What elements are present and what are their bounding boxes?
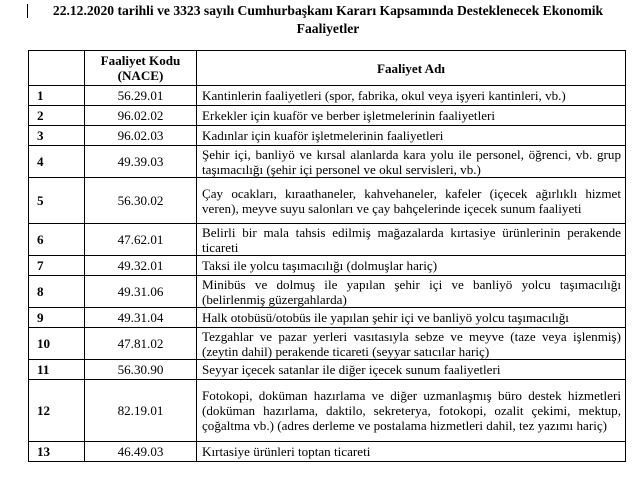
- activity-code: 56.30.02: [85, 178, 197, 224]
- row-number: 11: [29, 360, 85, 380]
- document-title: 22.12.2020 tarihli ve 3323 sayılı Cumhurbaşkanı Kararı Kapsamında Desteklenecek Ekonomik Faaliyetler: [52, 3, 604, 36]
- activity-code: 49.31.04: [85, 308, 197, 328]
- activities-table: [28, 50, 626, 462]
- table-row: [29, 224, 626, 256]
- table-row: [29, 146, 626, 178]
- activity-name: Fotokopi, doküman hazırlama ve diğer uzmanlaşmış büro destek hizmetleri (doküman hazırlama, daktilo, sekreterya, fotokopi, ozalit çekimi, mektup, çoğaltma vb.) (adres derleme ve postalama hizmetleri dahil, tez yazımı hariç): [197, 380, 626, 442]
- table-row: [29, 86, 626, 106]
- header-activity-code: Faaliyet Kodu (NACE): [85, 51, 197, 86]
- activity-code: 56.30.90: [85, 360, 197, 380]
- activity-name: Seyyar içecek satanlar ile diğer içecek sunum faaliyetleri: [197, 360, 626, 380]
- row-number: 5: [29, 178, 85, 224]
- activity-name: Kantinlerin faaliyetleri (spor, fabrika, okul veya işyeri kantinleri, vb.): [197, 86, 626, 106]
- table-row: [29, 360, 626, 380]
- activity-code: 47.62.01: [85, 224, 197, 256]
- row-number: 9: [29, 308, 85, 328]
- activity-name: Taksi ile yolcu taşımacılığı (dolmuşlar hariç): [197, 256, 626, 276]
- table-row: [29, 276, 626, 308]
- table-row: [29, 442, 626, 462]
- activity-code: 49.31.06: [85, 276, 197, 308]
- row-number: 10: [29, 328, 85, 360]
- table-row: [29, 106, 626, 126]
- table-row: [29, 380, 626, 442]
- table-row: [29, 256, 626, 276]
- activity-code: 96.02.02: [85, 106, 197, 126]
- row-number: 1: [29, 86, 85, 106]
- table-row: [29, 328, 626, 360]
- activity-code: 49.39.03: [85, 146, 197, 178]
- activity-name: Erkekler için kuaför ve berber işletmelerinin faaliyetleri: [197, 106, 626, 126]
- activity-name: Halk otobüsü/otobüs ile yapılan şehir içi ve banliyö yolcu taşımacılığı: [197, 308, 626, 328]
- activity-name: Şehir içi, banliyö ve kırsal alanlarda kara yolu ile personel, öğrenci, vb. grup taşımacılığı (şehir içi personel ve okul servisleri, vb.): [197, 146, 626, 178]
- activity-code: 96.02.03: [85, 126, 197, 146]
- header-number: [29, 51, 85, 86]
- table-row: [29, 126, 626, 146]
- activity-name: Çay ocakları, kıraathaneler, kahvehaneler, kafeler (içecek ağırlıklı hizmet veren), meyve suyu salonları ve çay bahçelerinde içecek sunum faaliyeti: [197, 178, 626, 224]
- row-number: 6: [29, 224, 85, 256]
- row-number: 7: [29, 256, 85, 276]
- row-number: 2: [29, 106, 85, 126]
- row-number: 12: [29, 380, 85, 442]
- header-activity-name: Faaliyet Adı: [197, 51, 626, 86]
- activity-name: Kırtasiye ürünleri toptan ticareti: [197, 442, 626, 462]
- activity-code: 49.32.01: [85, 256, 197, 276]
- activity-code: 56.29.01: [85, 86, 197, 106]
- table-row: [29, 308, 626, 328]
- activity-code: 46.49.03: [85, 442, 197, 462]
- table-header-row: [29, 51, 626, 86]
- activity-code: 82.19.01: [85, 380, 197, 442]
- activity-code: 47.81.02: [85, 328, 197, 360]
- activity-name: Kadınlar için kuaför işletmelerinin faaliyetleri: [197, 126, 626, 146]
- row-number: 3: [29, 126, 85, 146]
- activity-name: Tezgahlar ve pazar yerleri vasıtasıyla sebze ve meyve (taze veya işlenmiş) (zeytin dahil) perakende ticareti (seyyar satıcılar hariç): [197, 328, 626, 360]
- row-number: 4: [29, 146, 85, 178]
- row-number: 13: [29, 442, 85, 462]
- table-row: [29, 178, 626, 224]
- activity-name: Minibüs ve dolmuş ile yapılan şehir içi ve banliyö yolcu taşımacılığı (belirlenmiş güzergahlarda): [197, 276, 626, 308]
- activity-name: Belirli bir mala tahsis edilmiş mağazalarda kırtasiye ürünlerinin perakende ticareti: [197, 224, 626, 256]
- table-body: [29, 86, 626, 462]
- row-number: 8: [29, 276, 85, 308]
